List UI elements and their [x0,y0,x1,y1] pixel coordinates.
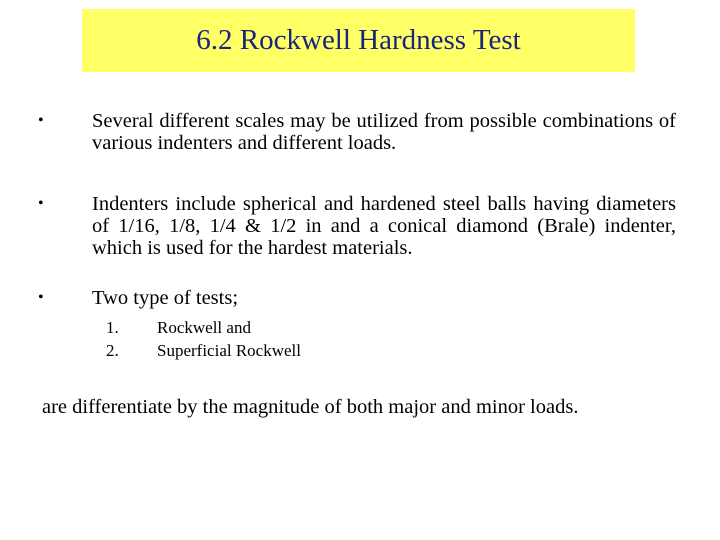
bullet-text: Two type of tests; [92,287,239,309]
list-number: 1. [106,318,119,337]
bullet-icon: • [38,112,44,129]
slide-title: 6.2 Rockwell Hardness Test [196,24,521,56]
bullet-text: Several different scales may be utilized from possible combinations of various indenters and different loads. [92,110,676,154]
list-label: Rockwell and [157,318,251,337]
title-banner [82,9,635,72]
bullet-icon: • [38,195,44,212]
bullet-text: Indenters include spherical and hardened steel balls having diameters of 1/16, 1/8, 1/4 & 1/2 in and a conical diamond (Brale) indenter, which is used for the hardest materials. [92,193,676,259]
bullet-icon: • [38,289,44,306]
list-number: 2. [106,341,119,360]
list-label: Superficial Rockwell [157,341,301,360]
closing-text: are differentiate by the magnitude of both major and minor loads. [42,396,579,418]
